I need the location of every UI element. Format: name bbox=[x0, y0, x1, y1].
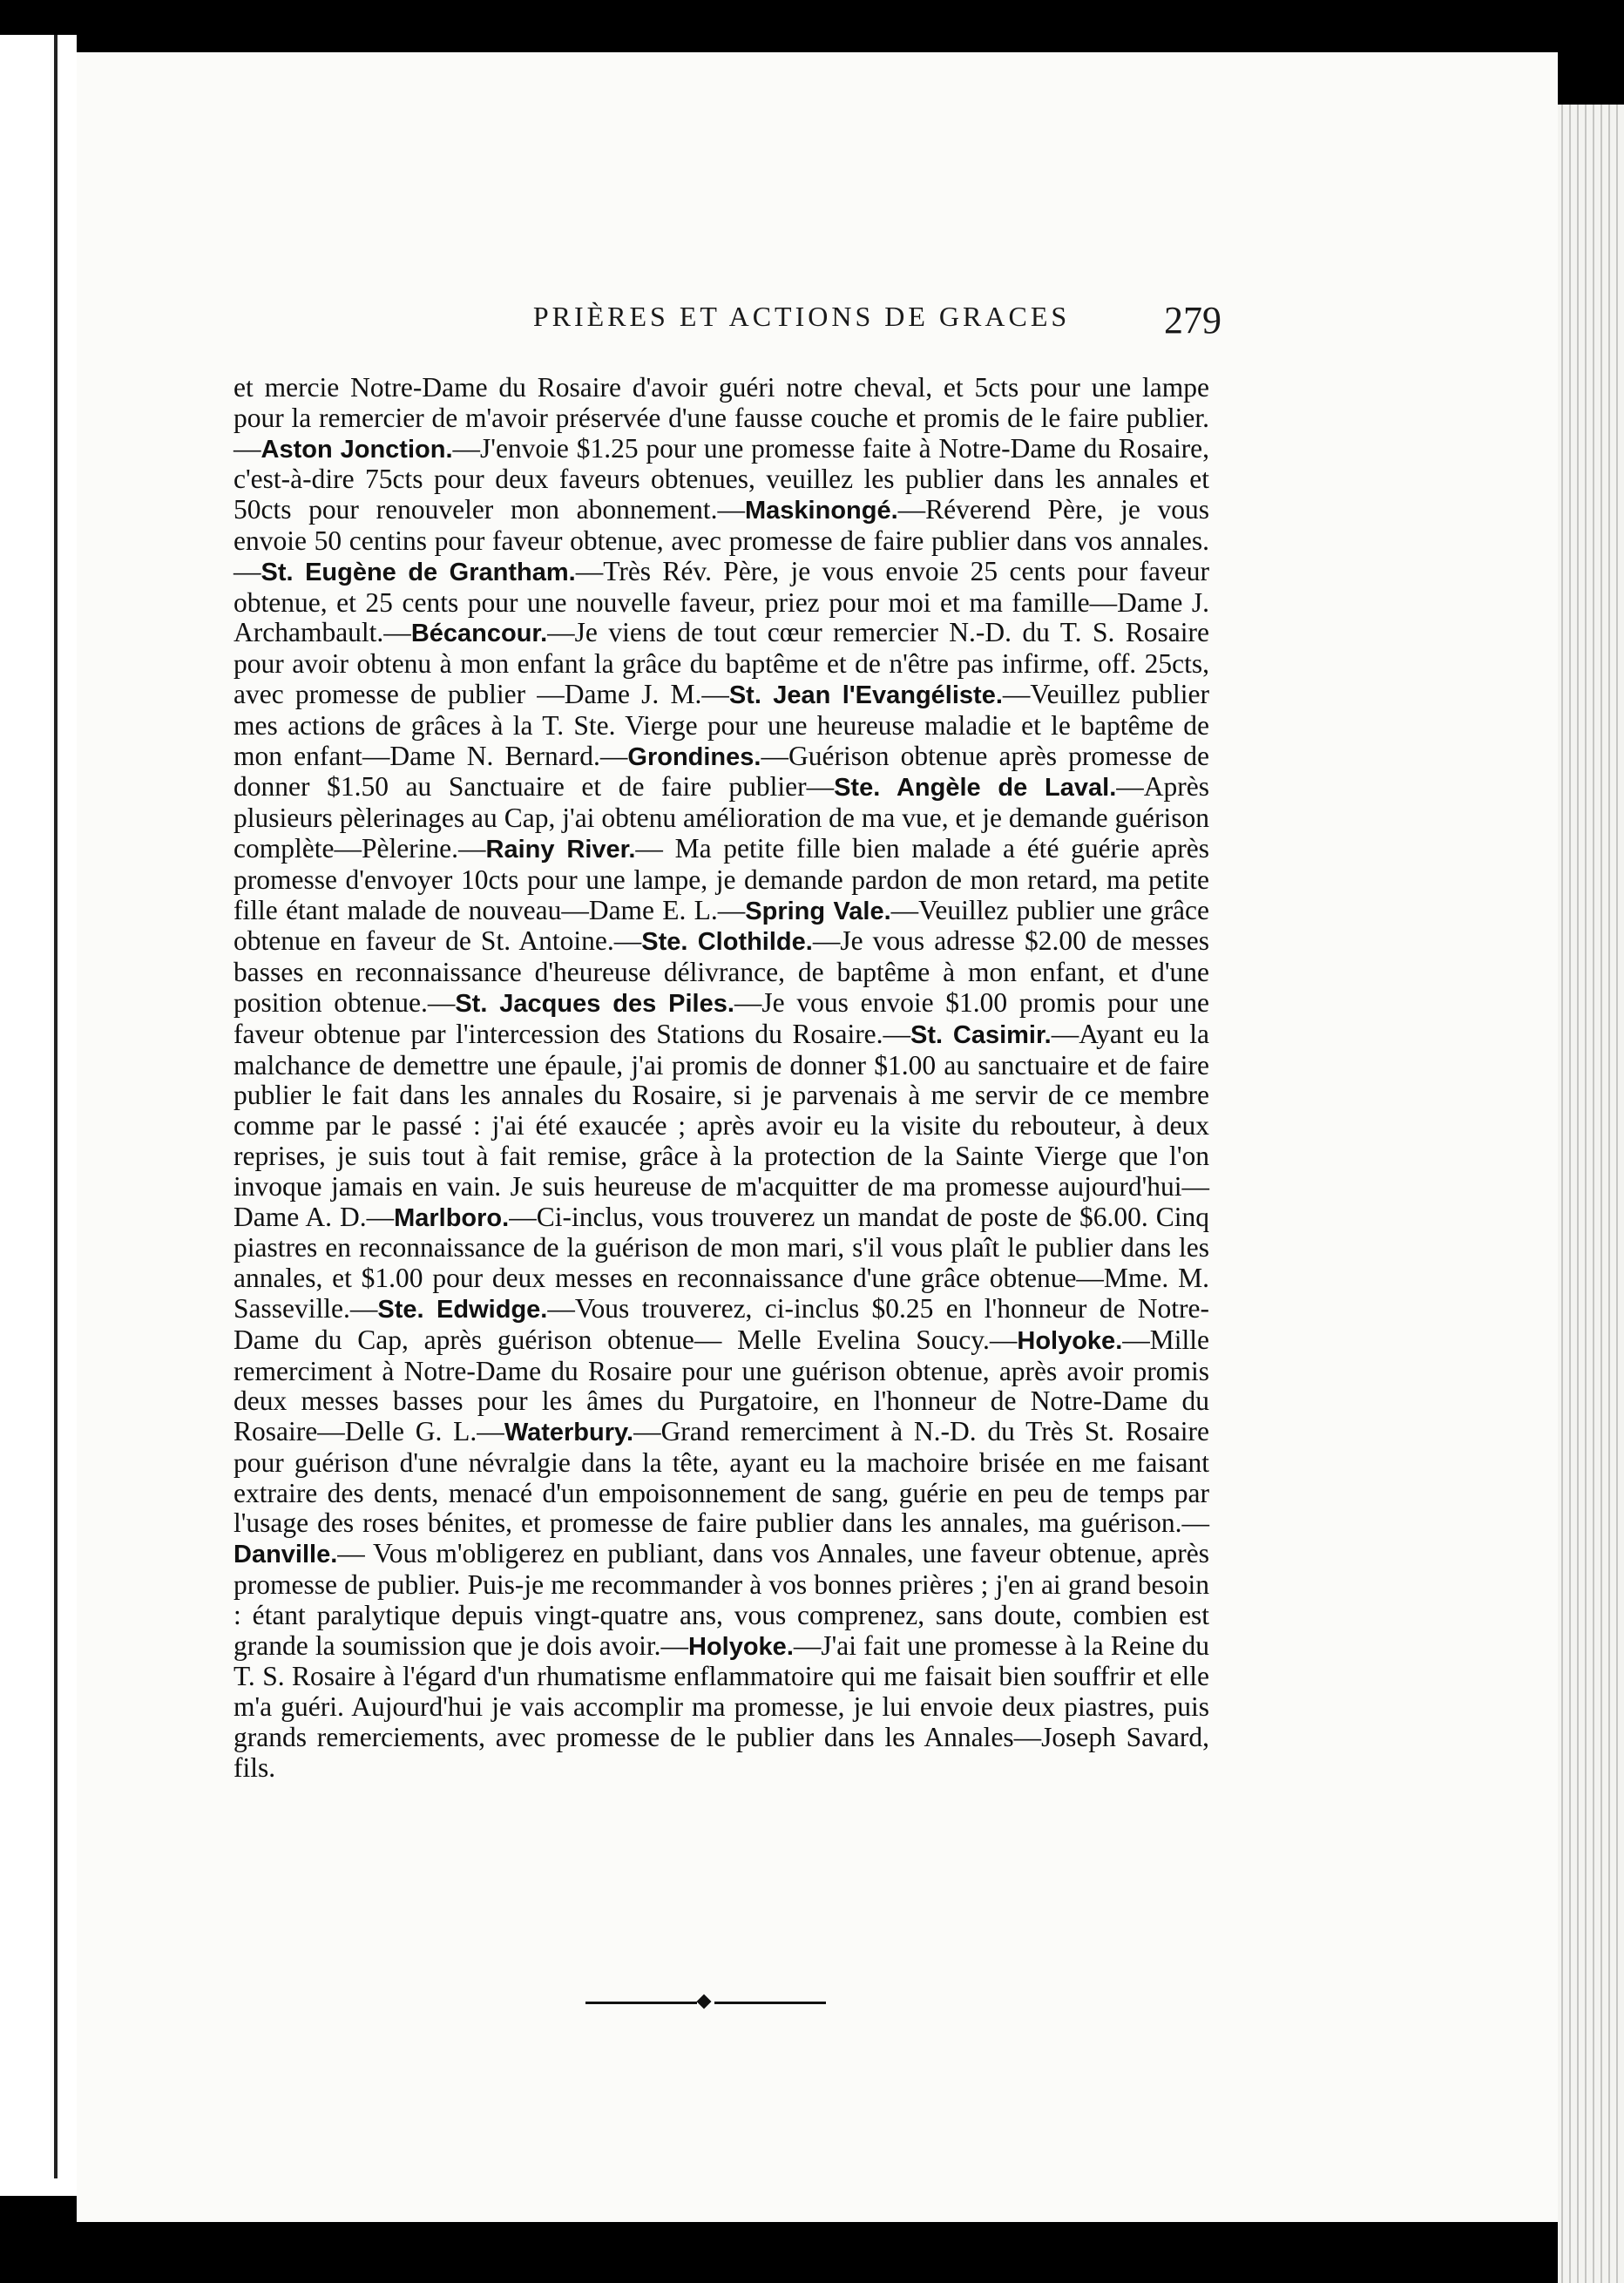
place-name: St. Casimir. bbox=[910, 1020, 1052, 1049]
body-text-run: —Je vous adresse $2.00 de messes basses en reconnaissance d'heureuse délivrance, de baptême à mon enfant, et d'une position obtenue.— bbox=[233, 925, 1210, 1018]
place-name: Spring Vale. bbox=[745, 897, 891, 925]
place-name: Marlboro. bbox=[394, 1203, 510, 1232]
place-name: Ste. Edwidge. bbox=[377, 1295, 548, 1324]
place-name: Rainy River. bbox=[485, 835, 636, 864]
body-text-run: — Vous m'obligerez en publiant, dans vos Annales, une faveur obtenue, après promesse de publier. Puis-je me recommander à vos bonnes prières ; j'en ai grand besoin : étant paralytique depuis vingt-quatre ans, vous comprenez, sans doute, combien est grande la soumission que je dois avoir.— bbox=[233, 1538, 1209, 1661]
place-name: Ste. Angèle de Laval. bbox=[834, 774, 1117, 803]
body-text-run: —Grand remerciment à N.-D. du Très St. Rosaire pour guérison d'une névralgie dans la tête, ayant eu la machoire brisée en me faisant extraire des dents, menacé d'un empoisonnement de sang, guérie en peu de temps par l'usage des roses bénites, et promesse de faire publier dans les annales, ma guérison.— bbox=[233, 1416, 1209, 1539]
body-text-run: —J'ai fait une promesse à la Reine du T. S. Rosaire à l'égard d'un rhumatisme enflammatoire qui me faisait bien souffrir et elle m'a guéri. Aujourd'hui je vais accomplir ma promesse, je lui envoie deux piastres, puis grands remerciements, avec promesse de le publier dans les Annales—Joseph Savard, fils. bbox=[233, 1629, 1209, 1783]
body-text-run: —Je viens de tout cœur remercier N.-D. du T. S. Rosaire pour avoir obtenu à mon enfant la grâce du baptême et de n'être pas infirme, off. 25cts, avec promesse de publier —Dame J. M.— bbox=[233, 617, 1209, 709]
body-text-run: —J'envoie $1.25 pour une promesse faite à Notre-Dame du Rosaire, c'est-à-dire 75cts pour deux faveurs obtenues, veuillez les publier dans les annales et 50cts pour renouveler mon abonnement.— bbox=[233, 432, 1209, 525]
place-name: Danville. bbox=[233, 1541, 338, 1569]
body-text-run: —Je vous envoie $1.00 promis pour une faveur obtenue par l'intercession des Stations du Rosaire.— bbox=[233, 986, 1210, 1049]
body-text-run: —Très Rév. Père, je vous envoie 25 cents pour faveur obtenue, et 25 cents pour une nouvelle faveur, priez pour moi et ma famille—Dame J. Archambault.— bbox=[233, 555, 1210, 648]
body-text-run: —Mille remerciment à Notre-Dame du Rosaire pour une guérison obtenue, après avoir promis deux messes basses pour les âmes du Purgatoire, en l'honneur de Notre-Dame du Rosaire—Delle G. L.— bbox=[233, 1324, 1209, 1447]
body-text-run: —Après plusieurs pèlerinages au Cap, j'ai obtenu amélioration de ma vue, et je demande guérison complète—Pèlerine.— bbox=[233, 771, 1209, 864]
ornament-rule-right bbox=[714, 2002, 826, 2004]
place-name: Maskinongé. bbox=[745, 497, 898, 525]
ornament-diamond bbox=[697, 1995, 712, 2009]
place-name: St. Jean l'Evangéliste. bbox=[728, 681, 1003, 709]
page-stack-edges bbox=[1558, 105, 1624, 2283]
place-name: Holyoke. bbox=[688, 1632, 794, 1661]
place-name: Holyoke. bbox=[1017, 1326, 1123, 1355]
body-text-run: —Ci-inclus, vous trouverez un mandat de poste de $6.00. Cinq piastres en reconnaissance de la guérison de mon mari, s'il vous plaît le publier dans les annales, et $1.00 pour deux messes en reconnaissance d'une grâce obtenue—Mme. M. Sasseville.— bbox=[233, 1201, 1209, 1324]
place-name: Aston Jonction. bbox=[261, 435, 453, 464]
left-page-edge bbox=[0, 35, 77, 2196]
body-text-run: — Ma petite fille bien malade a été guérie après promesse d'envoyer 10cts pour une lampe, je demande pardon de mon retard, ma petite fille étant malade de nouveau—Dame E. L.— bbox=[233, 832, 1209, 925]
place-name: Ste. Clothilde. bbox=[641, 928, 813, 957]
binding-shadow bbox=[54, 35, 58, 2178]
body-text-run: —Veuillez publier une grâce obtenue en faveur de St. Antoine.— bbox=[233, 894, 1209, 957]
page-number: 279 bbox=[1164, 299, 1221, 342]
body-text-run: —Vous trouverez, ci-inclus $0.25 en l'honneur de Notre-Dame du Cap, après guérison obtenue— Melle Evelina Soucy.— bbox=[233, 1292, 1209, 1355]
body-text-run: —Ayant eu la malchance de demettre une épaule, j'ai promis de donner $1.00 au sanctuaire et de faire publier le fait dans les annales du Rosaire, si je parvenais à me servir de ce membre comme par le passé : j'ai été exaucée ; après avoir eu la visite du rebouteur, à deux reprises, je suis tout à fait remise, grâce à la protection de la Sainte Vierge que l'on invoque jamais en vain. Je suis heureuse de m'acquitter de ma promesse aujourd'hui—Dame A. D.— bbox=[233, 1018, 1209, 1232]
running-header: PRIÈRES ET ACTIONS DE GRACES bbox=[532, 301, 1071, 332]
body-text-run: —Veuillez publier mes actions de grâces à la T. Ste. Vierge pour une heureuse maladie et le baptême de mon enfant—Dame N. Bernard.— bbox=[233, 678, 1209, 771]
section-end-ornament bbox=[585, 1996, 826, 2009]
place-name: St. Jacques des Piles. bbox=[455, 989, 734, 1018]
place-name: Bécancour. bbox=[410, 620, 548, 648]
ornament-rule-left bbox=[585, 2002, 697, 2004]
body-text-run: —Réverend Père, je vous envoie 50 centins pour faveur obtenue, avec promesse de faire publier dans vos annales. — bbox=[233, 494, 1210, 586]
place-name: Waterbury. bbox=[504, 1419, 634, 1447]
body-text-run: et mercie Notre-Dame du Rosaire d'avoir guéri notre cheval, et 5cts pour une lampe pour la remercier de m'avoir préservée d'une fausse couche et promis de le faire publier.— bbox=[233, 372, 1209, 464]
place-name: St. Eugène de Grantham. bbox=[261, 558, 576, 586]
body-paragraph bbox=[233, 373, 1209, 1784]
place-name: Grondines. bbox=[627, 742, 761, 771]
body-text-run: —Guérison obtenue après promesse de donner $1.50 au Sanctuaire et de faire publier— bbox=[233, 740, 1210, 803]
